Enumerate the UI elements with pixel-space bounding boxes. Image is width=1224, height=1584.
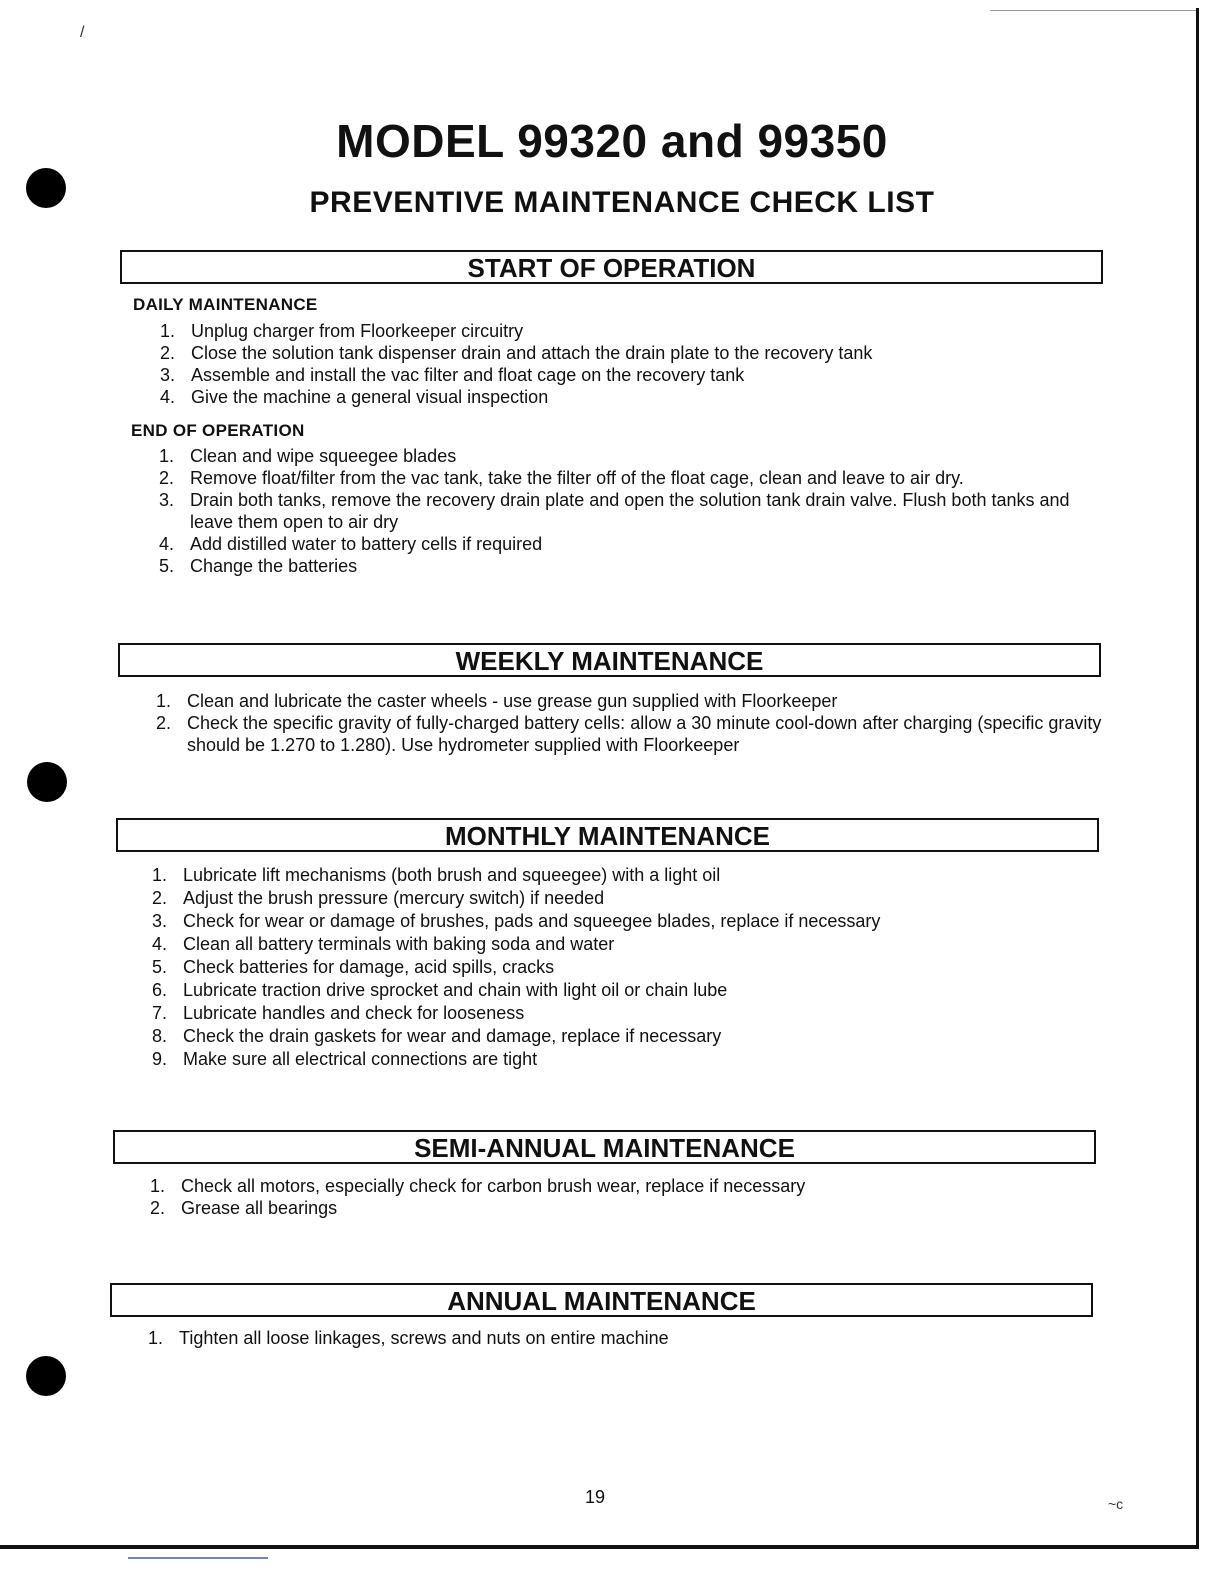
- list-item: 3. Assemble and install the vac filter and float cage on the recovery tank: [159, 365, 745, 385]
- page-edge-top: [990, 10, 1196, 11]
- daily-maintenance-label: DAILY MAINTENANCE: [133, 295, 318, 314]
- daily-list: [155, 320, 1105, 408]
- end-of-operation-list: [154, 445, 1104, 577]
- list-item: 5. Check batteries for damage, acid spills, cracks: [151, 957, 555, 977]
- list-item: 3. Drain both tanks, remove the recovery drain plate and open the solution tank drain valve. Flush both tanks and leave them open to air dry: [158, 490, 1070, 532]
- punch-hole-middle: [27, 762, 67, 802]
- semi-annual-list: [145, 1175, 1095, 1219]
- list-item: 4. Add distilled water to battery cells if required: [158, 534, 543, 554]
- page-subtitle: PREVENTIVE MAINTENANCE CHECK LIST: [309, 186, 935, 219]
- scan-mark: /: [80, 24, 85, 41]
- end-of-operation-label: END OF OPERATION: [131, 421, 305, 440]
- list-item: 1. Clean and wipe squeegee blades: [158, 446, 457, 466]
- scan-mark: ~c: [1108, 1496, 1124, 1512]
- list-item: 9. Make sure all electrical connections are tight: [151, 1049, 538, 1069]
- list-item: 2. Adjust the brush pressure (mercury switch) if needed: [151, 888, 605, 908]
- list-item: 7. Lubricate handles and check for looseness: [151, 1003, 525, 1023]
- list-item: 2. Check the specific gravity of fully-charged battery cells: allow a 30 minute cool-down after charging (specific gravity should be 1.270 to 1.280). Use hydrometer supplied with Floorkeeper: [155, 713, 1102, 755]
- section-heading: WEEKLY MAINTENANCE: [455, 645, 764, 676]
- section-banner-monthly: [116, 818, 1099, 852]
- punch-hole-bottom: [26, 1356, 66, 1396]
- list-item: 1. Lubricate lift mechanisms (both brush and squeegee) with a light oil: [151, 865, 721, 885]
- list-item: 3. Check for wear or damage of brushes, pads and squeegee blades, replace if necessary: [151, 911, 881, 931]
- section-banner-annual: [110, 1283, 1093, 1317]
- section-heading: START OF OPERATION: [467, 252, 756, 283]
- section-heading: ANNUAL MAINTENANCE: [447, 1285, 756, 1316]
- annual-list: [143, 1327, 1093, 1349]
- section-banner-start: [120, 250, 1103, 284]
- page-number: 19: [584, 1487, 606, 1507]
- list-item: 1. Clean and lubricate the caster wheels - use grease gun supplied with Floorkeeper: [155, 691, 838, 711]
- section-heading: MONTHLY MAINTENANCE: [444, 820, 770, 851]
- list-item: 6. Lubricate traction drive sprocket and chain with light oil or chain lube: [151, 980, 728, 1000]
- page-edge-right: [1196, 8, 1199, 1548]
- list-item: 1. Unplug charger from Floorkeeper circuitry: [159, 321, 524, 341]
- section-banner-semi-annual: [113, 1130, 1096, 1164]
- list-item: 4. Clean all battery terminals with baking soda and water: [151, 934, 615, 954]
- list-item: 8. Check the drain gaskets for wear and damage, replace if necessary: [151, 1026, 722, 1046]
- list-item: 2. Close the solution tank dispenser drain and attach the drain plate to the recovery tank: [159, 343, 873, 363]
- section-heading: SEMI-ANNUAL MAINTENANCE: [414, 1132, 795, 1163]
- weekly-list: [151, 690, 1106, 756]
- page-title: MODEL 99320 and 99350: [336, 115, 888, 167]
- monthly-list: [147, 864, 1097, 1071]
- list-item: 1. Check all motors, especially check for carbon brush wear, replace if necessary: [149, 1176, 806, 1196]
- scan-artifact-line: [128, 1557, 268, 1559]
- list-item: 2. Remove float/filter from the vac tank, take the filter off of the float cage, clean and leave to air dry.: [158, 468, 964, 488]
- list-item: 1. Tighten all loose linkages, screws and nuts on entire machine: [147, 1328, 669, 1348]
- section-banner-weekly: [118, 643, 1101, 677]
- list-item: 2. Grease all bearings: [149, 1198, 338, 1218]
- list-item: 4. Give the machine a general visual inspection: [159, 387, 549, 407]
- list-item: 5. Change the batteries: [158, 556, 358, 576]
- page-edge-bottom: [0, 1545, 1199, 1549]
